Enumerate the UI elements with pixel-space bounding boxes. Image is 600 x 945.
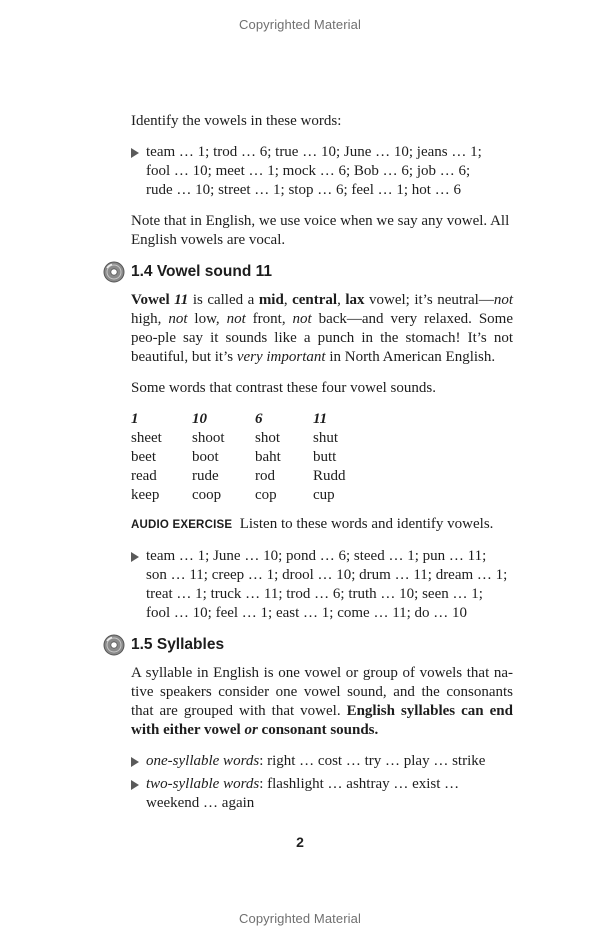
text-run: front, [245,311,293,327]
bullet-line: weekend … again [146,795,255,811]
exercise-line: fool … 10; feel … 1; east … 1; come … 11; do … 10 [146,605,468,621]
audio-exercise-text: Listen to these words and identify vowels. [239,516,494,532]
syllable-bullet [131,752,513,771]
table-cell: rod [255,468,275,484]
table-header: 6 [255,411,263,427]
text-run: is called a [188,292,259,308]
text-run: high, [131,311,169,327]
table-cell: cup [313,487,335,503]
table-header: 11 [313,411,328,427]
exercise-bullet [131,547,513,623]
text-run: not [168,311,188,327]
table-cell: butt [313,449,337,465]
text-run: , [283,292,293,308]
table-row [131,429,373,448]
table-cell: baht [255,449,281,465]
bullet-text: : flashlight … ashtray … exist … [259,776,460,792]
text-run: 11 [174,292,189,308]
table-row [131,467,373,486]
bullet-line [146,775,513,794]
syllable-bullet [131,775,513,813]
contrast-intro: Some words that contrast these four vowel sounds. [131,380,436,396]
audio-exercise-label: AUDIO EXERCISE [131,519,233,531]
text-run: low, [187,311,227,327]
page-content [131,112,513,825]
text-run: not [292,311,312,327]
table-cell: coop [192,487,222,503]
table-cell: keep [131,487,160,503]
text-run: consonant sounds. [257,722,379,738]
intro-text: Identify the vowels in these words: [131,113,342,129]
exercise-line: treat … 1; truck … 11; trod … 6; truth … 10; seen … 1; [146,586,483,602]
page-number: 2 [296,834,304,850]
table-header-row [131,410,373,429]
table-cell: shot [255,430,281,446]
text-run: vowel; it’s neutral— [364,292,494,308]
exercise-line: son … 11; creep … 1; drool … 10; drum … 11; dream … 1; [146,567,508,583]
vowel-11-paragraph [131,291,513,367]
table-header: 10 [192,411,207,427]
intro-bullet-line: fool … 10; meet … 1; mock … 6; Bob … 6; job … 6; [146,163,471,179]
triangle-bullet-icon [131,148,139,158]
text-run: lax [345,292,365,308]
text-run: English syllables can end with either vowel [131,703,513,738]
section-title: 1.4 Vowel sound 11 [131,263,272,280]
text-run: in North American English. [325,349,496,365]
intro-bullet-line: rude … 10; street … 1; stop … 6; feel … 1; hot … 6 [146,182,461,198]
text-run: A syllable in English is one vowel or group of vowels that na-tive speakers consider one vowel sound, and the consonants that are grouped with that vowel. [131,665,513,719]
exercise-line: team … 1; June … 10; pond … 6; steed … 1; pun … 11; [146,548,487,564]
triangle-bullet-icon [131,757,139,767]
cd-audio-icon [103,261,125,283]
text-run: mid [258,292,284,308]
table-row [131,486,373,505]
table-cell: beet [131,449,156,465]
table-cell: rude [192,468,219,484]
vowel-contrast-table [131,410,373,505]
table-cell: shoot [192,430,225,446]
intro-note-line: English vowels are vocal. [131,232,286,248]
section-title: 1.5 Syllables [131,636,225,653]
intro-note-line: Note that in English, we use voice when we say any vowel. All [131,213,510,229]
table-cell: shut [313,430,339,446]
table-row [131,448,373,467]
text-run: back—and very relaxed. Some peo-ple say it sounds like a punch in the stomach! It’s not beautiful, but it’s [131,311,513,365]
syllables-paragraph [131,664,513,740]
intro-bullet-line: team … 1; trod … 6; true … 10; June … 10; jeans … 1; [146,144,482,160]
triangle-bullet-icon [131,552,139,562]
cd-audio-icon [103,634,125,656]
bullet-text: : right … cost … try … play … strike [259,753,486,769]
table-cell: read [131,468,157,484]
text-run: , [337,292,346,308]
bullet-label: one-syllable words [146,753,260,769]
section-heading-1-5 [131,635,513,655]
copyright-watermark-top: Copyrighted Material [239,17,361,32]
text-run: Vowel [131,292,175,308]
text-run: or [244,722,258,738]
table-header: 1 [131,411,139,427]
text-run: not [493,292,514,308]
table-cell: cop [255,487,277,503]
text-run: central [292,292,338,308]
text-run: not [226,311,246,327]
audio-exercise-instruction [131,515,513,535]
table-cell: sheet [131,430,162,446]
bullet-label: two-syllable words [146,776,260,792]
copyright-watermark-bottom: Copyrighted Material [239,911,361,926]
intro-bullet [131,143,513,200]
table-cell: Rudd [313,468,346,484]
triangle-bullet-icon [131,780,139,790]
intro-note [131,212,513,250]
section-heading-1-4 [131,262,513,282]
table-cell: boot [192,449,219,465]
text-run: very important [236,349,326,365]
